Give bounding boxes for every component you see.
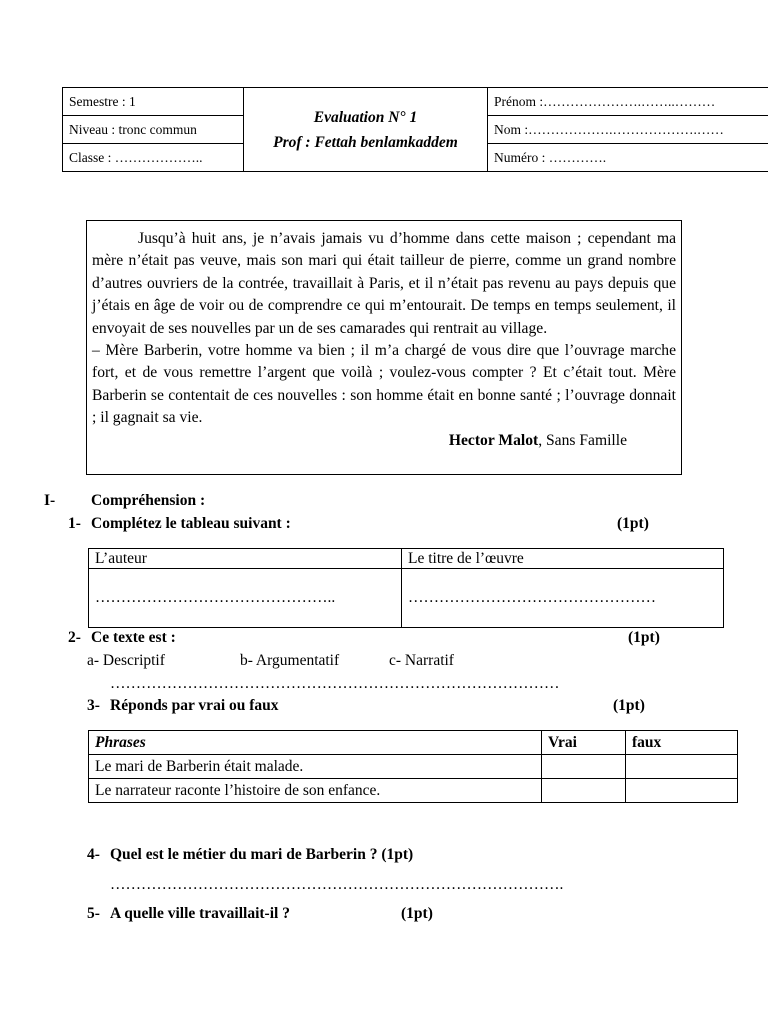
q2-text: Ce texte est : (91, 629, 176, 646)
q4-answer-line[interactable]: ……………………………………………………………………………. (110, 876, 564, 893)
prenom-field[interactable]: Prénom :………………….……..……… (488, 88, 768, 116)
q5-number: 5- (87, 905, 100, 922)
option-a[interactable]: a- Descriptif (87, 652, 165, 669)
col-title-header: Le titre de l’œuvre (402, 549, 724, 569)
reading-passage (86, 220, 682, 475)
passage-paragraph-2: – Mère Barberin, votre homme va bien ; il m’a chargé de vous dire que l’ouvrage marche fort, et de vous remettre l’argent que voilà ; voulez-vous compter ? Et c’était tout. Mère Barberin se contentait de ces nouvelles : son homme était en bonne santé ; l’ouvrage donnait ; il gagnait sa vie. (92, 342, 676, 427)
q2-number: 2- (68, 629, 81, 646)
option-b[interactable]: b- Argumentatif (240, 652, 340, 669)
table-row (89, 755, 738, 779)
col-author-header: L’auteur (89, 549, 402, 569)
passage-paragraph-1: Jusqu’à huit ans, je n’avais jamais vu d’homme dans cette maison ; cependant ma mère n’était pas veuve, mais son mari qui était tailleur de pierre, comme un grand nombre d’autres ouvriers de la contrée, travaillait à Paris, et il n’était pas revenu au pays depuis que j’étais en âge de voir ou de comprendre ce qui m’entourait. De temps en temps seulement, il envoyait de ses nouvelles par un de ses camarades qui rentrait au village. (92, 230, 676, 337)
passage-source (92, 430, 676, 452)
header-table (62, 87, 768, 172)
q2-points: (1pt) (628, 629, 660, 646)
col-vrai-header: Vrai (542, 731, 626, 755)
option-c[interactable]: c- Narratif (389, 652, 454, 669)
nom-field[interactable]: Nom :……………….……………….…… (488, 116, 768, 144)
q3-text: Réponds par vrai ou faux (110, 697, 279, 714)
niveau-cell: Niveau : tronc commun (63, 116, 244, 144)
q1-points: (1pt) (617, 515, 649, 532)
semestre-cell: Semestre : 1 (63, 88, 244, 116)
section-numeral: I- (44, 492, 56, 509)
q1-number: 1- (68, 515, 81, 532)
q2-answer-line[interactable]: …………………………………………………………………………… (110, 675, 560, 692)
evaluation-title-cell (244, 88, 488, 172)
teacher-name: Prof : Fettah benlamkaddem (273, 133, 458, 151)
author-answer-field[interactable]: ……………………………………….. (89, 569, 402, 628)
classe-field[interactable]: Classe : ……………….. (63, 144, 244, 172)
true-false-table (88, 730, 738, 803)
q4-text: Quel est le métier du mari de Barberin ? (1pt) (110, 846, 414, 863)
passage-author: Hector Malot (448, 431, 539, 449)
phrase-cell: Le narrateur raconte l’histoire de son enfance. (89, 779, 542, 803)
q5-points: (1pt) (401, 905, 433, 922)
table-row (89, 779, 738, 803)
col-faux-header: faux (626, 731, 738, 755)
phrase-cell: Le mari de Barberin était malade. (89, 755, 542, 779)
col-phrases-header: Phrases (89, 731, 542, 755)
q4-number: 4- (87, 846, 100, 863)
title-answer-field[interactable]: ………………………………………… (402, 569, 724, 628)
q1-text: Complétez le tableau suivant : (91, 515, 291, 532)
vrai-checkbox-cell[interactable] (542, 779, 626, 803)
q3-points: (1pt) (613, 697, 645, 714)
vrai-checkbox-cell[interactable] (542, 755, 626, 779)
author-title-table (88, 548, 724, 628)
evaluation-title: Evaluation N° 1 (313, 108, 418, 126)
section-title: Compréhension : (91, 492, 206, 509)
q3-number: 3- (87, 697, 100, 714)
faux-checkbox-cell[interactable] (626, 779, 738, 803)
numero-field[interactable]: Numéro : …………. (488, 144, 768, 172)
q5-text: A quelle ville travaillait-il ? (110, 905, 290, 922)
passage-work: , Sans Famille (538, 431, 627, 449)
faux-checkbox-cell[interactable] (626, 755, 738, 779)
